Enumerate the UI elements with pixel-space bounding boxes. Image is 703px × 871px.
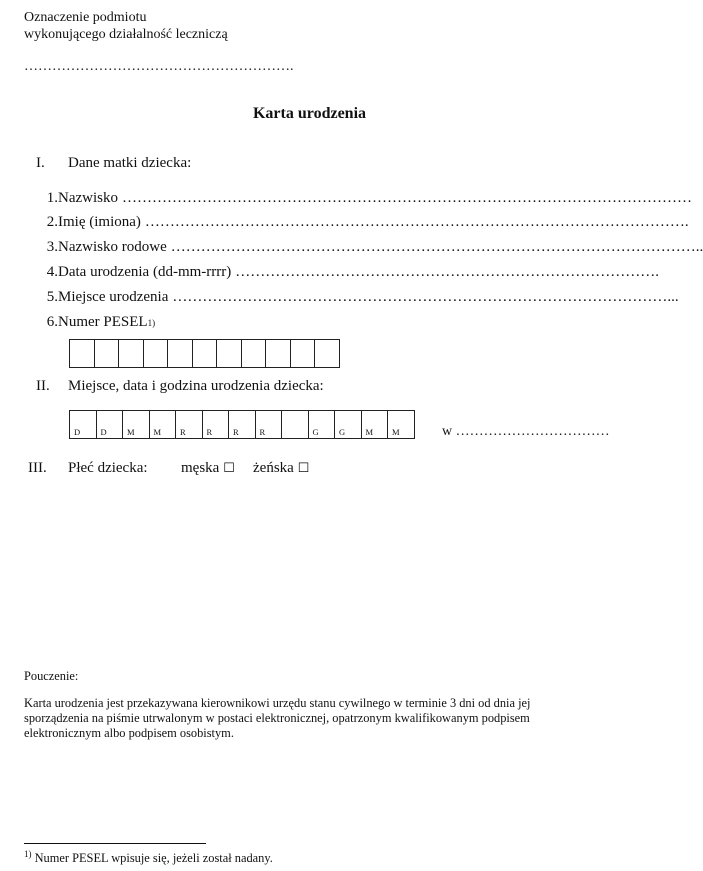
box-hint: G (339, 427, 346, 437)
field-number: 2. (46, 214, 58, 230)
notice-line-3: elektronicznym albo podpisem osobistym. (24, 726, 234, 740)
datetime-box[interactable] (202, 410, 230, 439)
box-hint: M (153, 427, 162, 437)
box-hint: R (206, 427, 213, 437)
datetime-box[interactable] (387, 410, 415, 439)
datetime-box[interactable] (361, 410, 389, 439)
notice-heading: Pouczenie: (24, 669, 79, 683)
page-title: Karta urodzenia (252, 105, 367, 122)
datetime-box[interactable] (228, 410, 256, 439)
sex-option-male[interactable] (181, 459, 235, 478)
box-hint: D (74, 427, 81, 437)
checkbox-icon[interactable]: ☐ (297, 461, 310, 476)
pesel-digit-box[interactable] (118, 339, 144, 368)
datetime-box[interactable] (175, 410, 203, 439)
pesel-digit-box[interactable] (167, 339, 193, 368)
section-2-numeral: II. (36, 378, 50, 394)
box-hint: R (180, 427, 186, 437)
datetime-box[interactable] (149, 410, 177, 439)
field-dots[interactable]: …………………………………………………………………………………………….. (170, 239, 703, 255)
field-birth-place[interactable] (44, 289, 679, 307)
pesel-digit-box[interactable] (241, 339, 267, 368)
field-label: Numer PESEL (58, 314, 148, 330)
box-hint: D (100, 427, 107, 437)
field-surname[interactable] (44, 190, 692, 208)
entity-label-line2: wykonującego działalność leczniczą (24, 27, 228, 42)
entity-label-line1: Oznaczenie podmiotu (24, 10, 147, 25)
box-hint: M (365, 427, 374, 437)
section-3-numeral: III. (28, 460, 47, 476)
entity-dotted-line[interactable]: …………………………………………………. (24, 59, 294, 74)
box-hint: M (392, 427, 400, 437)
datetime-box[interactable] (122, 410, 150, 439)
field-first-names[interactable] (44, 214, 689, 232)
field-number: 5. (46, 289, 58, 305)
field-dots[interactable]: …………………………………………………………………………………………………… (122, 190, 692, 206)
section-1-heading: Dane matki dziecka: (68, 155, 192, 171)
sex-option-female[interactable] (253, 459, 309, 478)
field-label: Miejsce urodzenia (58, 289, 169, 305)
field-label: Imię (imiona) (58, 214, 141, 230)
birth-place-prefix: w (442, 424, 453, 439)
datetime-box[interactable] (96, 410, 124, 439)
field-number: 6. (46, 314, 58, 330)
datetime-box[interactable] (308, 410, 336, 439)
section-2-heading: Miejsce, data i godzina urodzenia dziecka: (68, 378, 324, 394)
sex-option-label: męska (181, 460, 220, 476)
box-hint: R (233, 427, 239, 437)
datetime-box[interactable] (334, 410, 362, 439)
footnote (24, 848, 273, 866)
field-dots[interactable]: …………………………………………………………………………. (235, 264, 659, 280)
box-hint: R (259, 427, 266, 437)
field-dots[interactable]: ………………………………………………………………………………………………. (144, 214, 689, 230)
field-pesel: 6. Numer PESEL 1) (44, 314, 600, 332)
pesel-digit-box[interactable] (94, 339, 120, 368)
field-label: Nazwisko rodowe (58, 239, 167, 255)
section-3-heading: Płeć dziecka: (68, 460, 148, 476)
field-maiden-name[interactable] (44, 239, 703, 257)
footnote-text: Numer PESEL wpisuje się, jeżeli został nadany. (31, 851, 273, 865)
birth-place-dots[interactable]: …………………………… (455, 424, 610, 439)
pesel-boxes (70, 339, 340, 368)
pesel-digit-box[interactable] (143, 339, 169, 368)
field-number: 1. (46, 190, 58, 206)
pesel-digit-box[interactable] (69, 339, 95, 368)
notice-line-1: Karta urodzenia jest przekazywana kierownikowi urzędu stanu cywilnego w terminie 3 dni od dnia jej (24, 696, 531, 710)
pesel-digit-box[interactable] (192, 339, 218, 368)
datetime-box[interactable] (255, 410, 283, 439)
field-label: Data urodzenia (dd-mm-rrrr) (58, 264, 232, 280)
birth-datetime-boxes (70, 410, 415, 439)
box-hint: M (127, 427, 135, 437)
datetime-box[interactable] (281, 410, 309, 439)
notice-line-2: sporządzenia na piśmie utrwalonym w postaci elektronicznej, opatrzonym kwalifikowanym podpisem (24, 711, 530, 725)
footnote-divider (24, 843, 206, 844)
pesel-digit-box[interactable] (265, 339, 291, 368)
field-number: 4. (46, 264, 58, 280)
sex-option-label: żeńska (253, 460, 294, 476)
footnote-marker: 1) (24, 848, 32, 859)
field-label: Nazwisko (58, 190, 118, 206)
datetime-box[interactable] (69, 410, 97, 439)
birth-place-field[interactable] (442, 423, 610, 440)
pesel-digit-box[interactable] (290, 339, 316, 368)
field-dots[interactable]: ………………………………………………………………………………………... (172, 289, 679, 305)
pesel-digit-box[interactable] (216, 339, 242, 368)
box-hint: G (312, 427, 319, 437)
checkbox-icon[interactable]: ☐ (223, 461, 235, 476)
pesel-digit-box[interactable] (314, 339, 340, 368)
section-1-numeral: I. (36, 155, 45, 171)
field-number: 3. (46, 239, 58, 255)
field-birth-date[interactable] (44, 264, 659, 282)
